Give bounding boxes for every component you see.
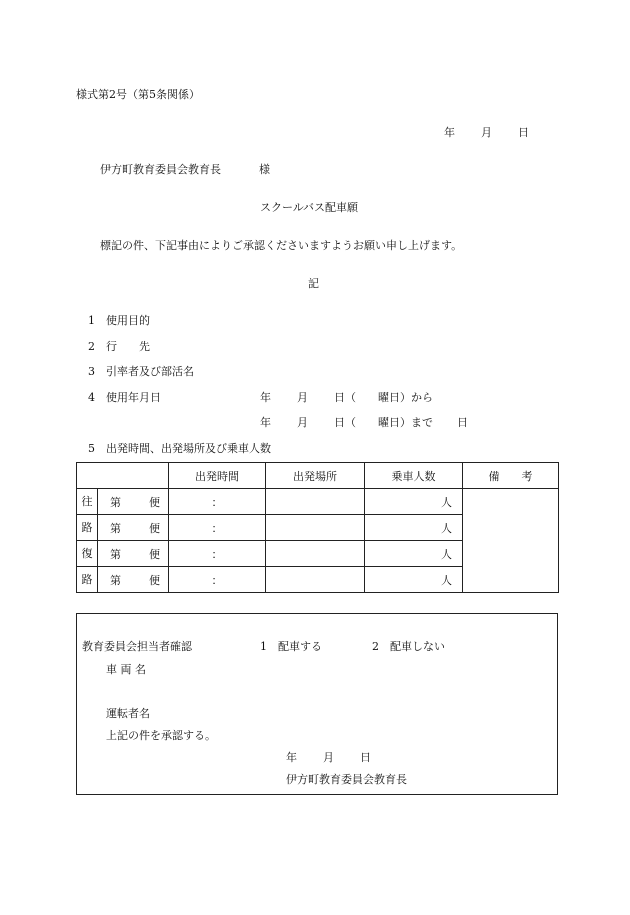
addressee — [100, 161, 270, 177]
table-header-row — [77, 463, 559, 489]
from-weekday: 曜日）から — [378, 391, 433, 404]
item-leader — [88, 363, 194, 379]
people-cell[interactable]: 人 — [365, 515, 463, 541]
place-cell[interactable] — [266, 541, 365, 567]
form-number: 様式第2号（第5条関係） — [76, 88, 200, 101]
addressee-honorific: 様 — [259, 163, 270, 176]
direction-label: 路 — [77, 515, 98, 541]
bin-suffix: 便 — [149, 573, 160, 587]
bin-suffix: 便 — [149, 495, 160, 509]
item-number: 4 — [88, 391, 95, 404]
bin-prefix: 第 — [110, 495, 121, 509]
vehicle-name-label: 車 両 名 — [106, 663, 146, 676]
item-label: 出発時間、出発場所及び乗車人数 — [106, 442, 271, 455]
item-label: 使用目的 — [106, 314, 150, 327]
approval-date — [286, 749, 371, 765]
bin-prefix: 第 — [110, 573, 121, 587]
people-cell[interactable]: 人 — [365, 541, 463, 567]
place-cell[interactable] — [266, 567, 365, 593]
ki-heading: 記 — [308, 277, 319, 290]
to-day: 日（ — [334, 416, 356, 429]
approval-month: 月 — [323, 751, 334, 764]
approval-year: 年 — [286, 751, 297, 764]
bin-suffix: 便 — [149, 547, 160, 561]
approval-day: 日 — [360, 751, 371, 764]
header-passenger-count: 乗車人数 — [365, 463, 463, 489]
to-days: 日 — [457, 416, 468, 429]
intro-text: 標記の件、下記事由によりご承認くださいますようお願い申し上げます。 — [100, 239, 463, 252]
item-usage-date — [88, 389, 161, 405]
item-number: 1 — [88, 314, 95, 327]
header-departure-time: 出発時間 — [169, 463, 266, 489]
item-destination — [88, 338, 150, 354]
item-number: 2 — [88, 340, 95, 353]
item-label: 使用年月日 — [106, 391, 161, 404]
date-month: 月 — [481, 126, 492, 139]
option-dispatch[interactable]: 1 配車する — [260, 640, 322, 653]
document-title: スクールバス配車願 — [260, 201, 359, 214]
signer-title: 伊方町教育委員会教育長 — [286, 773, 407, 786]
from-year: 年 — [260, 391, 271, 404]
bin-cell[interactable] — [98, 541, 169, 567]
header-departure-place: 出発場所 — [266, 463, 365, 489]
place-cell[interactable] — [266, 489, 365, 515]
direction-label: 路 — [77, 567, 98, 593]
to-year: 年 — [260, 416, 271, 429]
bin-cell[interactable] — [98, 515, 169, 541]
item-label: 引率者及び部活名 — [106, 365, 194, 378]
direction-label: 往 — [77, 489, 98, 515]
confirm-label: 教育委員会担当者確認 — [82, 640, 192, 653]
date-year: 年 — [444, 126, 455, 139]
place-cell[interactable] — [266, 515, 365, 541]
item-label: 行 先 — [106, 340, 150, 353]
time-cell[interactable]: ： — [169, 489, 266, 515]
option-no-dispatch[interactable]: 2 配車しない — [372, 640, 445, 653]
usage-date-to — [260, 414, 468, 430]
driver-name-label: 運転者名 — [106, 707, 150, 720]
time-cell[interactable]: ： — [169, 515, 266, 541]
item-purpose — [88, 312, 150, 328]
header-remarks: 備 考 — [463, 463, 559, 489]
from-day: 日（ — [334, 391, 356, 404]
table-row — [77, 489, 559, 515]
to-month: 月 — [297, 416, 308, 429]
time-cell[interactable]: ： — [169, 541, 266, 567]
bin-prefix: 第 — [110, 547, 121, 561]
approval-text: 上記の件を承認する。 — [106, 729, 216, 742]
people-cell[interactable]: 人 — [365, 567, 463, 593]
people-cell[interactable]: 人 — [365, 489, 463, 515]
from-month: 月 — [297, 391, 308, 404]
date-day: 日 — [518, 126, 529, 139]
bin-suffix: 便 — [149, 521, 160, 535]
bin-cell[interactable] — [98, 489, 169, 515]
time-cell[interactable]: ： — [169, 567, 266, 593]
bin-cell[interactable] — [98, 567, 169, 593]
departure-table — [76, 462, 559, 593]
item-number: 5 — [88, 442, 95, 455]
direction-label: 復 — [77, 541, 98, 567]
addressee-name: 伊方町教育委員会教育長 — [100, 163, 221, 176]
item-departure — [88, 440, 271, 456]
usage-date-from — [260, 389, 433, 405]
bin-prefix: 第 — [110, 521, 121, 535]
remarks-cell[interactable] — [463, 489, 559, 593]
to-weekday: 曜日）まで — [378, 416, 433, 429]
item-number: 3 — [88, 365, 95, 378]
date-line — [444, 124, 529, 140]
header-blank — [77, 463, 169, 489]
